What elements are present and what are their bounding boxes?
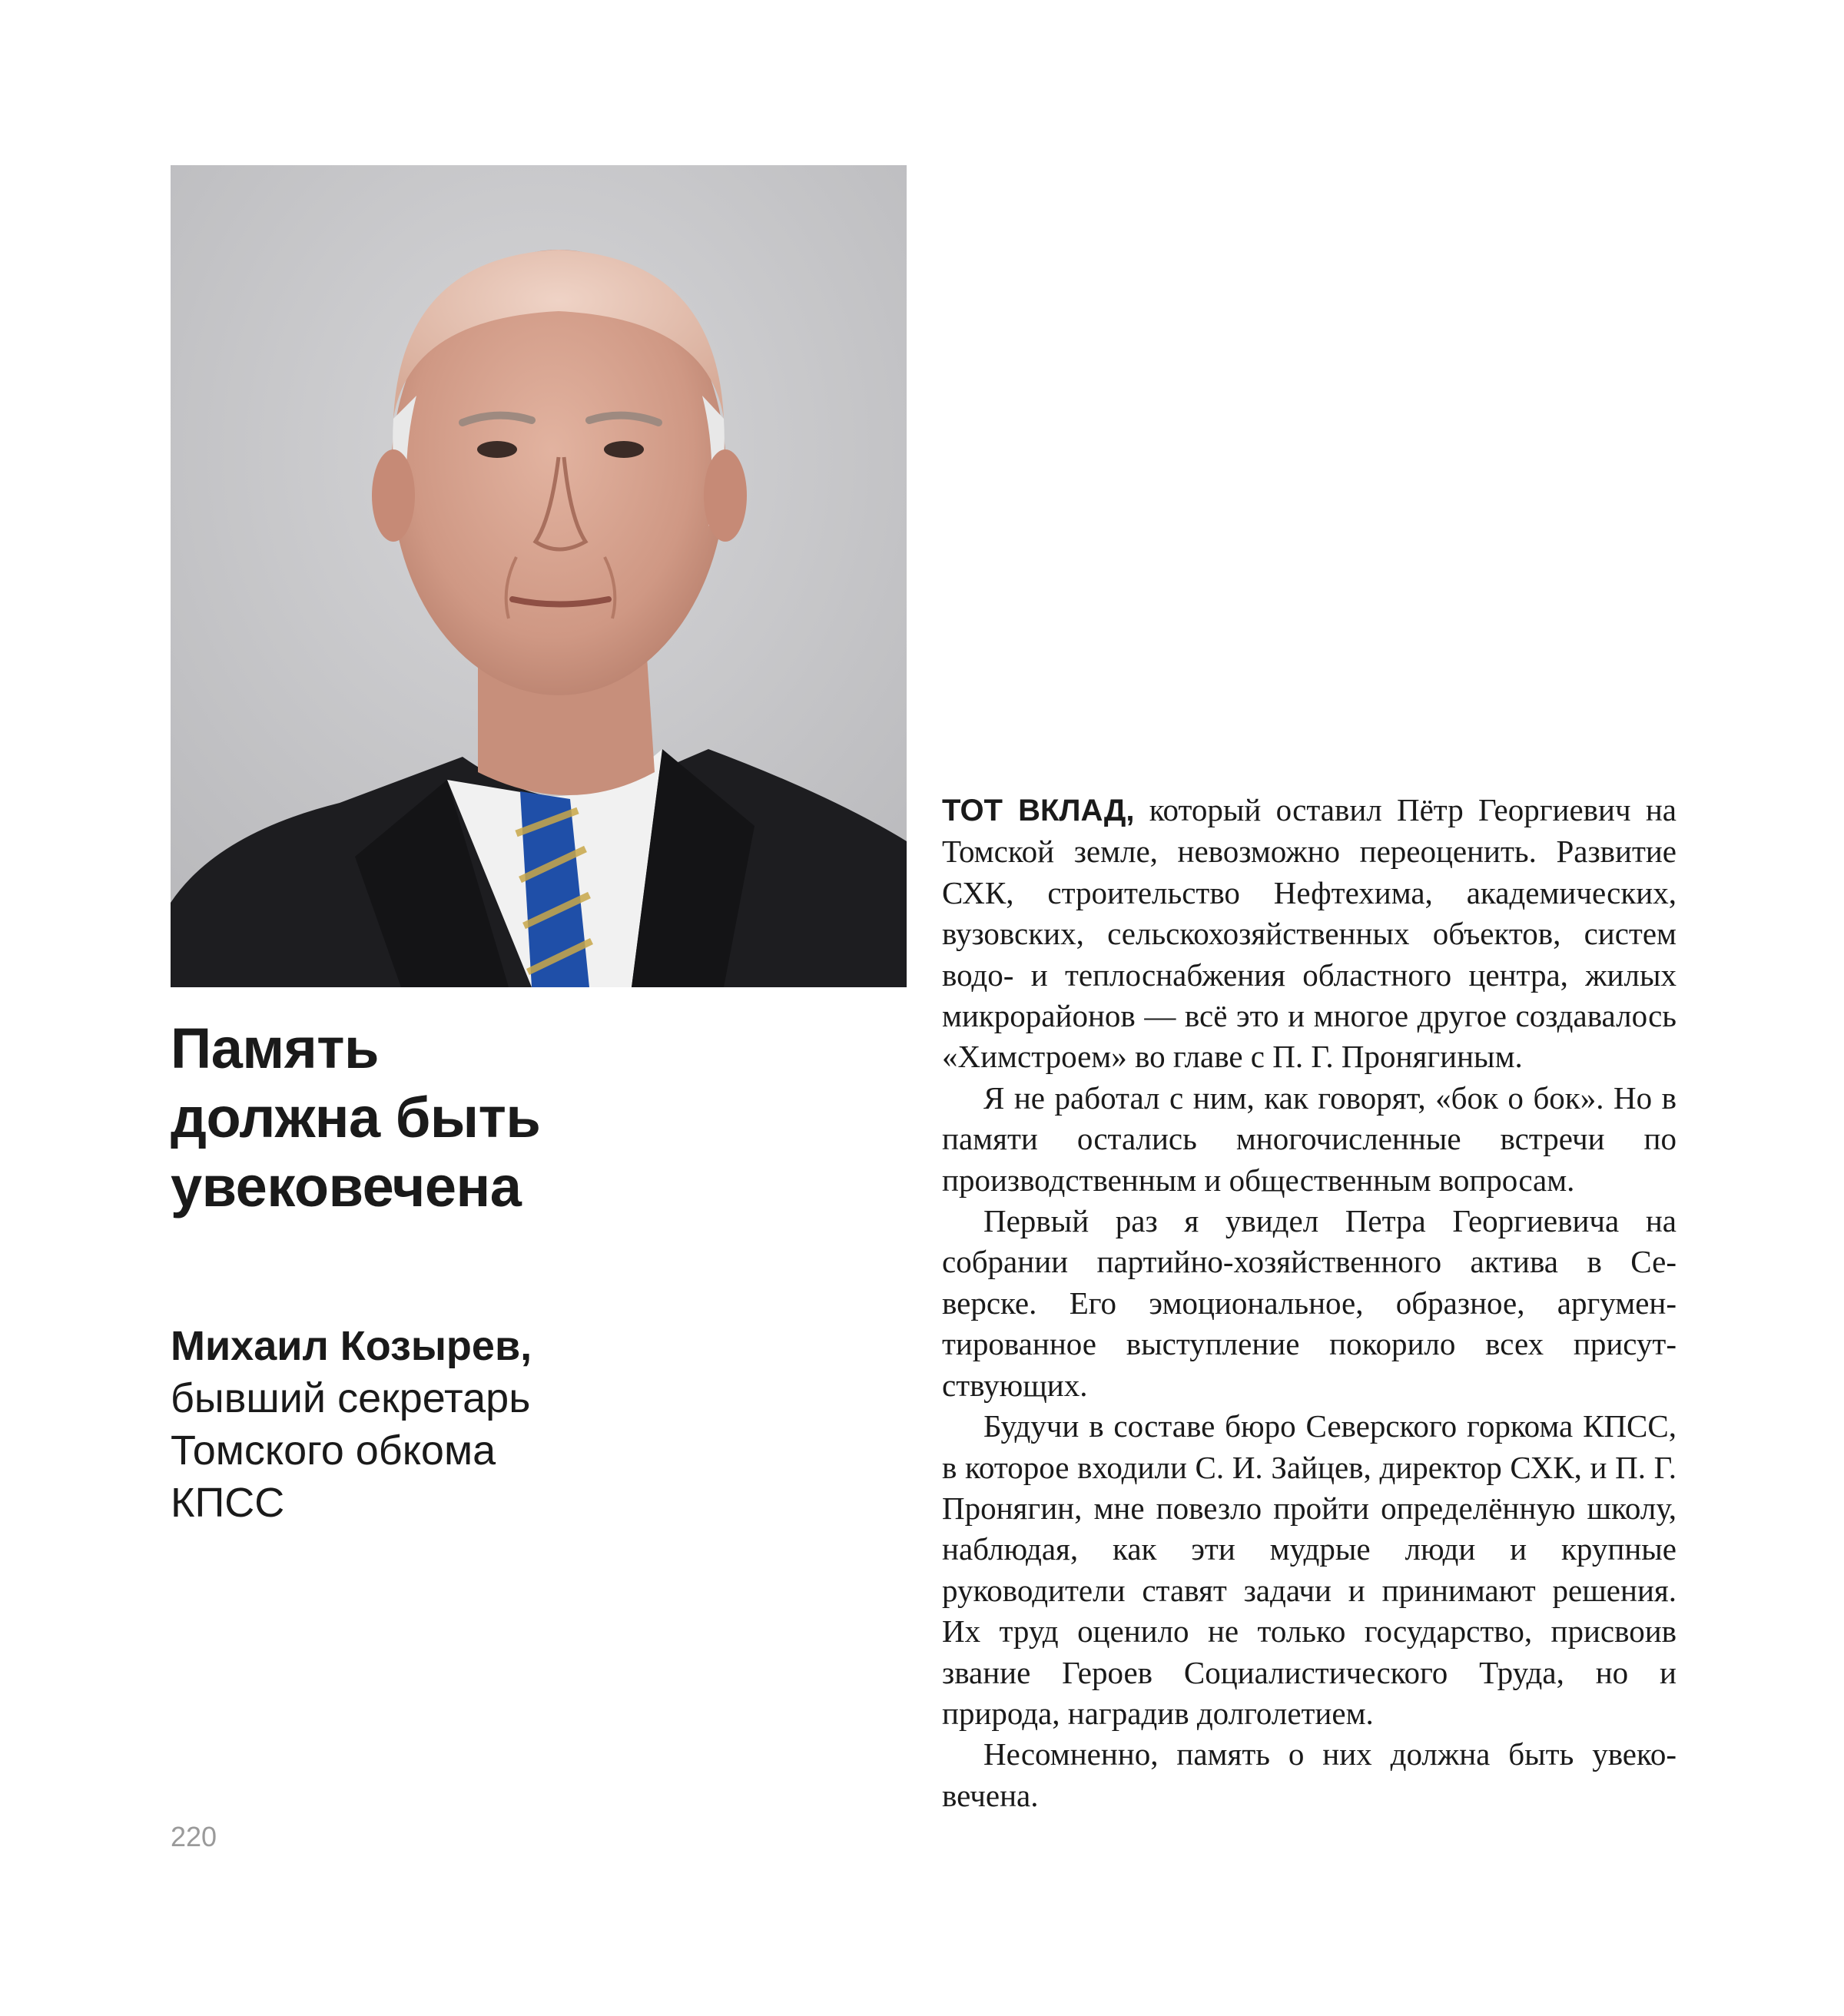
author-role-line-1: бывший секретарь [171,1375,531,1421]
article-paragraph-4: Будучи в составе бюро Северского горкома КПСС, в которое входили С. И. Зайцев, директор СХК, и П. Г. Пронягин, мне повезло пройти определённую школу, наблюдая, как эти мудрые люди и крупные руководители ставят задачи и принимают решения. Их труд оценило не только государство, присвоив звание Героев Социалистического Труда, но и природа, наградив долголетием. [942,1408,1677,1731]
page-number: 220 [171,1821,217,1852]
author-block [171,1320,862,1529]
author-role-line-2: Томского обкома [171,1427,496,1474]
portrait-photo [171,165,907,987]
article-paragraph-1-text: который оставил Пётр Георгиевич на Томской земле, невозможно переоценить. Развитие СХК, строительство Нефтехима, академических, вузовских, сельскохозяйственных объектов, систем водо- и теплоснабжения областного центра, жилых микрорайонов — всё это и многое другое создавалось «Химстроем» во главе с П. Г. Пронягиным. [942,792,1677,1075]
article-paragraph-1 [942,790,1677,1078]
title-line-2: должна быть [171,1086,541,1149]
article-title [171,1014,862,1222]
title-line-1: Память [171,1016,379,1080]
article-lead: ТОТ ВКЛАД, [942,794,1135,827]
author-role-line-3: КПСС [171,1480,285,1526]
author-role [171,1372,862,1529]
article-body [942,790,1677,1816]
article-paragraph-2: Я не работал с ним, как говорят, «бок о бок». Но в памяти остались многочисленные встречи по производственным и общественным вопросам. [942,1079,1677,1198]
author-name: Михаил Козырев, [171,1323,532,1369]
article-paragraph-5: Несомненно, память о них должна быть увековечена. [942,1736,1677,1813]
title-line-3: увековечена [171,1155,522,1219]
article-paragraph-3: Первый раз я увидел Петра Георгиевича на собрании партийно-хозяйственного актива в Северске. Его эмоциональное, образное, аргументированное выступление покорило всех присутствующих. [942,1203,1677,1403]
portrait-illustration [171,165,907,987]
